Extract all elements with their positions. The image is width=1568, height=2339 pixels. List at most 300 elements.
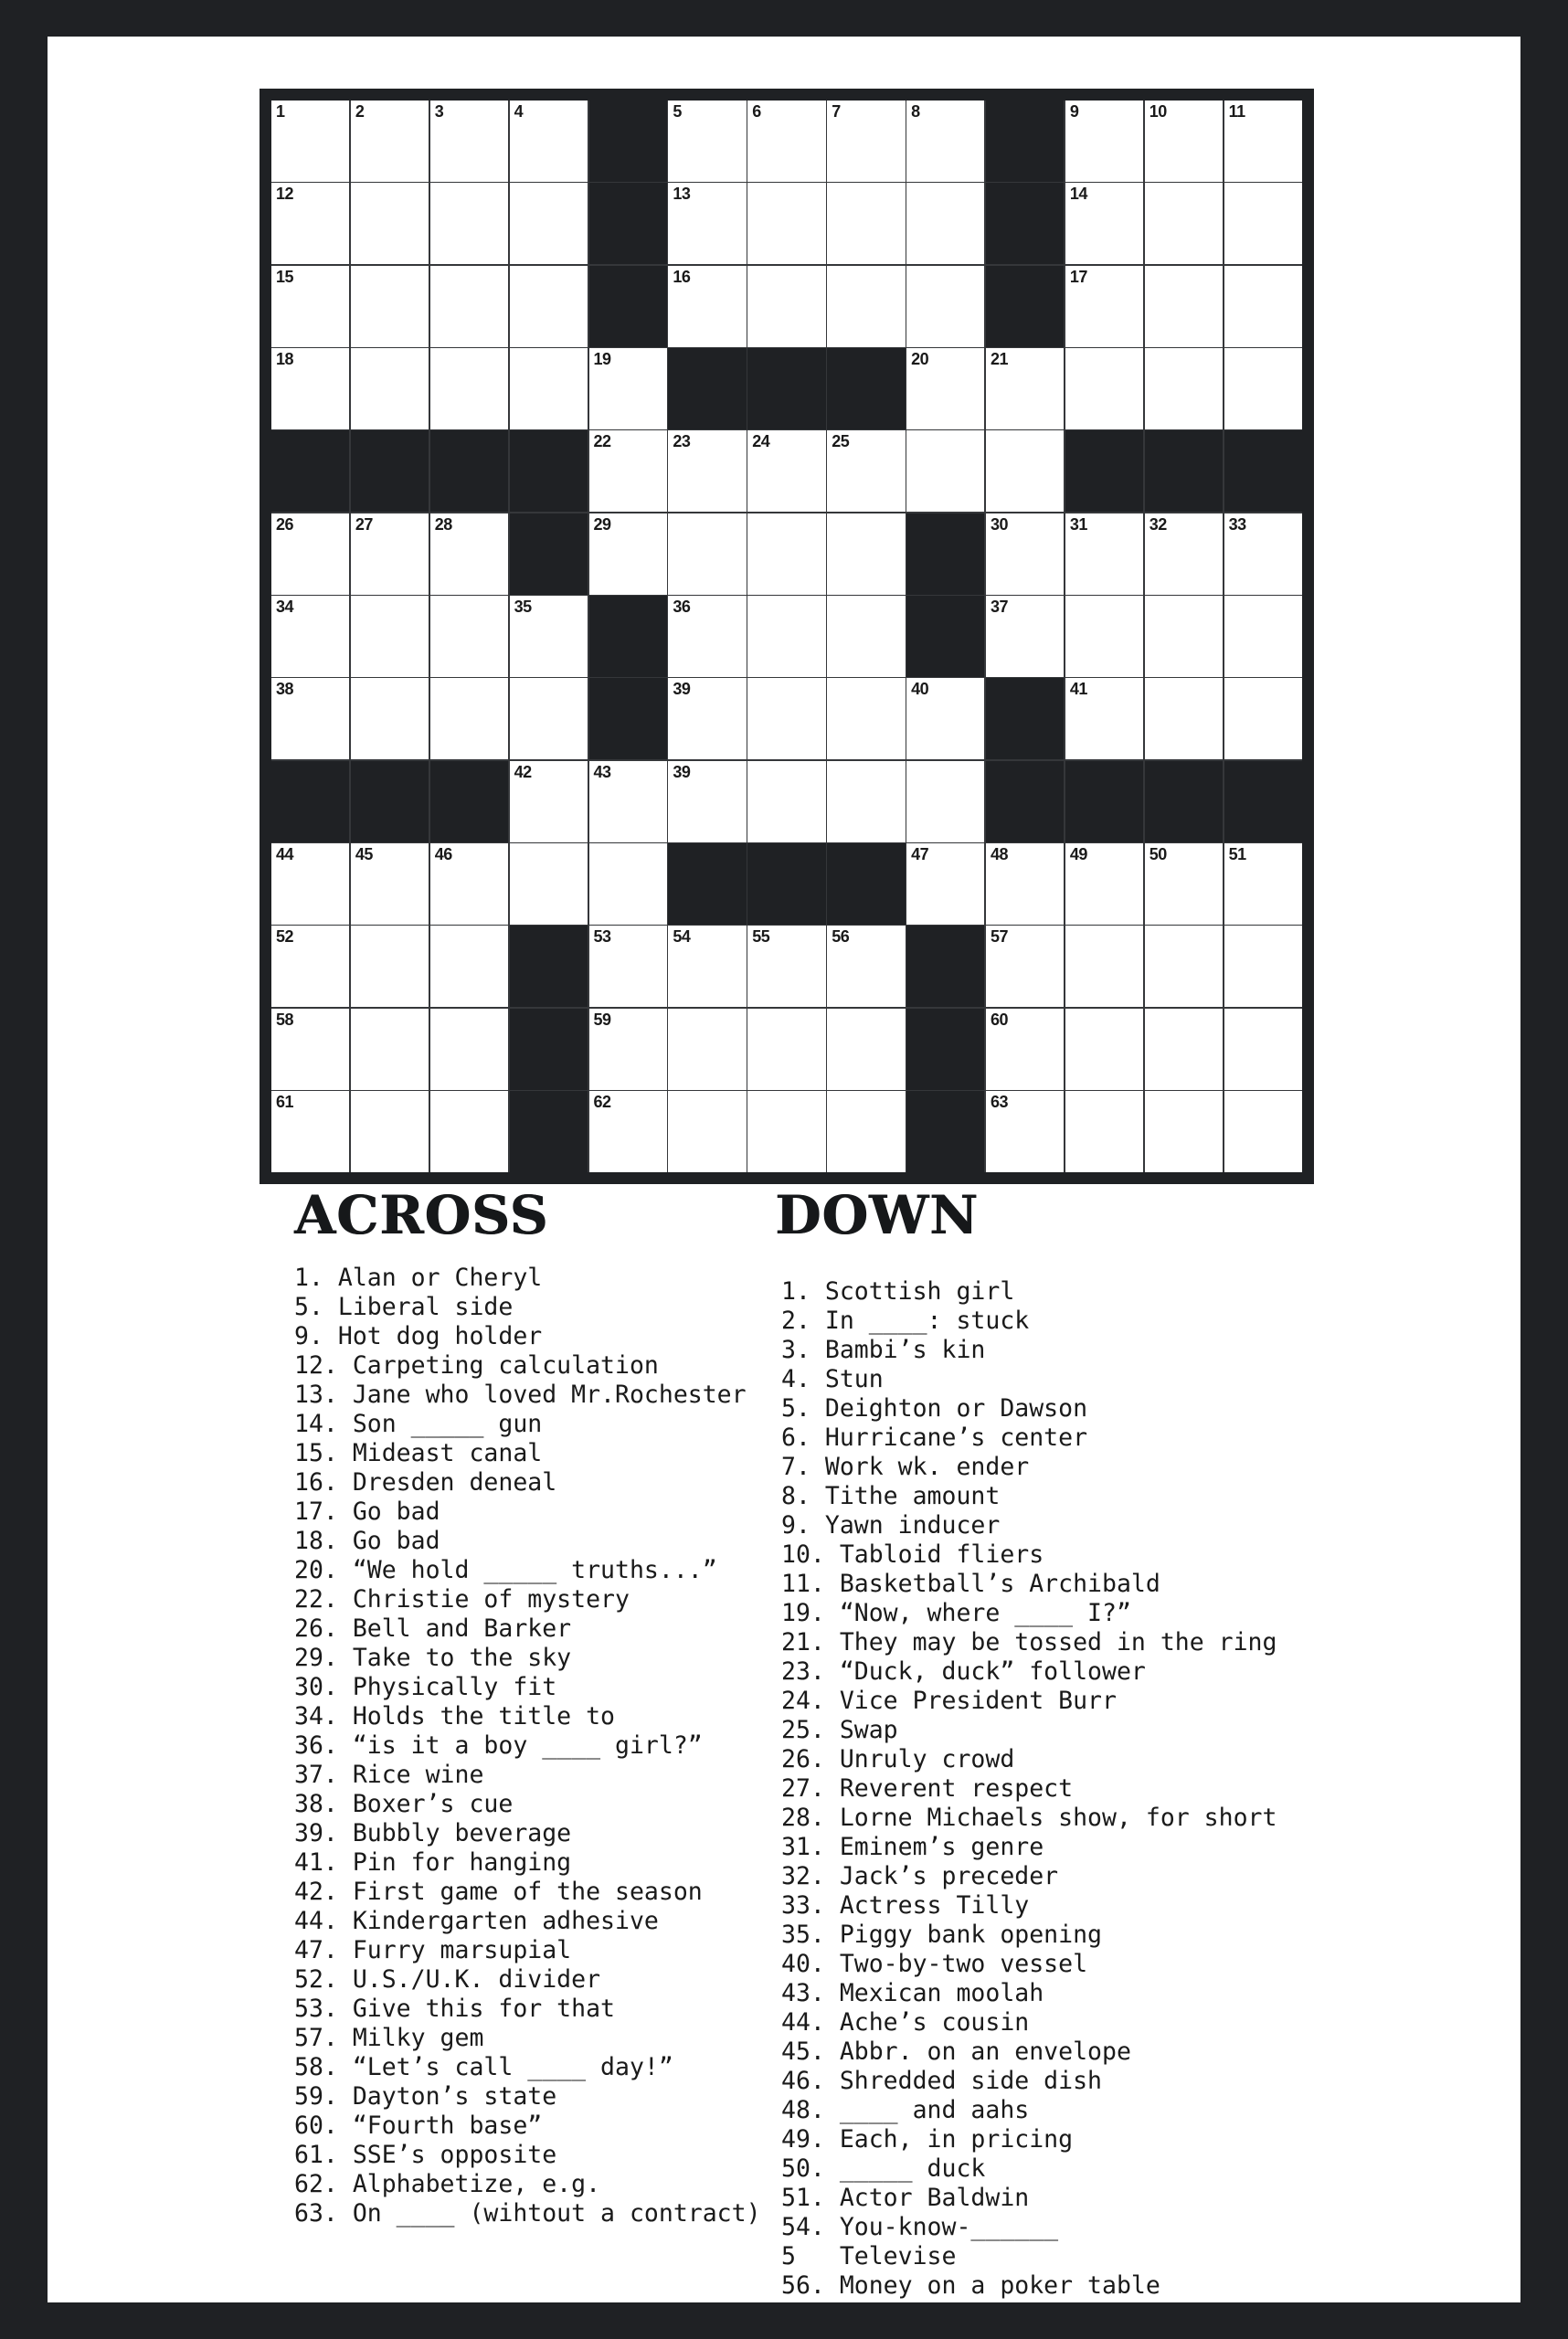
cell-number: 26 [276,514,294,534]
grid-cell[interactable] [589,926,667,1007]
cell-number: 11 [1228,102,1245,121]
clue-line: 26. Bell and Barker [294,1614,572,1643]
grid-cell[interactable] [986,926,1064,1007]
grid-cell[interactable] [1145,1009,1223,1090]
grid-cell-black [668,843,746,925]
grid-cell[interactable] [271,678,349,759]
clue-line: 16. Dresden deneal [294,1468,557,1497]
clue-line: 8. Tithe amount [781,1482,1001,1510]
grid-cell[interactable] [668,761,746,842]
clue-line: 3. Bambi’s kin [781,1336,986,1364]
cell-number: 30 [990,514,1008,534]
cell-number: 58 [276,1010,294,1029]
grid-cell[interactable] [1065,843,1143,925]
grid-cell[interactable] [430,348,508,429]
grid-cell[interactable] [668,678,746,759]
grid-cell-black [589,183,667,264]
grid-cell[interactable] [351,596,429,677]
grid-cell[interactable] [1224,926,1302,1007]
grid-cell[interactable] [1065,678,1143,759]
grid-cell[interactable] [668,1091,746,1172]
grid-cell[interactable] [1145,348,1223,429]
clue-line: 6. Hurricane’s center [781,1424,1088,1452]
clue-line: 14. Son _____ gun [294,1410,543,1438]
cell-number: 19 [593,350,611,369]
grid-cell[interactable] [906,266,984,347]
grid-cell[interactable] [906,761,984,842]
grid-cell[interactable] [827,266,905,347]
cell-number: 59 [593,1010,611,1029]
cell-number: 42 [514,762,532,781]
grid-cell[interactable] [986,513,1064,595]
grid-cell[interactable] [430,843,508,925]
grid-cell[interactable] [668,926,746,1007]
grid-cell[interactable] [1224,183,1302,264]
cell-number: 37 [990,598,1008,617]
cell-number: 47 [911,845,929,864]
grid-cell[interactable] [986,843,1064,925]
grid-cell[interactable] [827,430,905,512]
grid-cell[interactable] [1145,1091,1223,1172]
cell-number: 15 [276,267,294,286]
grid-cell[interactable] [668,596,746,677]
grid-cell[interactable] [351,1091,429,1172]
grid-cell[interactable] [589,430,667,512]
grid-cell[interactable] [747,430,825,512]
grid-cell[interactable] [271,596,349,677]
cell-number: 55 [752,927,770,947]
grid-cell[interactable] [747,101,825,182]
clue-line: 40. Two-by-two vessel [781,1950,1088,1978]
grid-cell-black [589,596,667,677]
grid-cell[interactable] [747,926,825,1007]
cell-number: 1 [276,102,285,121]
cell-number: 41 [1069,680,1087,699]
grid-cell[interactable] [827,1009,905,1090]
grid-cell[interactable] [906,678,984,759]
cell-number: 20 [911,350,929,369]
clue-line: 35. Piggy bank opening [781,1921,1102,1949]
grid-cell[interactable] [986,1091,1064,1172]
grid-cell[interactable] [430,678,508,759]
cell-number: 50 [1149,845,1167,864]
grid-cell[interactable] [510,183,588,264]
grid-cell[interactable] [827,1091,905,1172]
grid-cell-black [986,183,1064,264]
cell-number: 3 [434,102,444,121]
grid-cell[interactable] [589,1009,667,1090]
grid-cell[interactable] [1224,678,1302,759]
grid-cell-black [906,926,984,1007]
clue-line: 28. Lorne Michaels show, for short [781,1804,1277,1832]
clue-line: 1. Alan or Cheryl [294,1264,543,1292]
grid-cell[interactable] [351,926,429,1007]
cell-number: 39 [673,762,691,781]
cell-number: 49 [1069,845,1087,864]
clue-line: 61. SSE’s opposite [294,2141,557,2169]
grid-cell-black [510,926,588,1007]
grid-cell[interactable] [351,266,429,347]
grid-cell[interactable] [986,1009,1064,1090]
down-heading: DOWN [775,1184,979,1246]
cell-number: 43 [593,762,611,781]
grid-cell[interactable] [510,761,588,842]
grid-cell[interactable] [510,348,588,429]
cell-number: 5 [673,102,682,121]
clue-line: 1. Scottish girl [781,1277,1015,1306]
down-clue-list [781,1277,1277,2301]
cell-number: 33 [1228,514,1246,534]
clue-line: 15. Mideast canal [294,1439,543,1467]
grid-cell[interactable] [827,678,905,759]
grid-cell[interactable] [430,183,508,264]
grid-cell[interactable] [906,843,984,925]
cell-number: 22 [593,432,611,451]
grid-cell[interactable] [430,596,508,677]
cell-number: 40 [911,680,929,699]
clue-line: 7. Work wk. ender [781,1453,1030,1481]
grid-cell[interactable] [351,348,429,429]
clue-line: 49. Each, in pricing [781,2125,1074,2154]
grid-cell[interactable] [747,266,825,347]
clue-line: 22. Christie of mystery [294,1585,630,1614]
grid-cell[interactable] [747,1009,825,1090]
clue-line: 5. Liberal side [294,1293,514,1321]
cell-number: 23 [673,432,691,451]
grid-cell[interactable] [1145,596,1223,677]
cell-number: 46 [434,845,452,864]
grid-cell[interactable] [589,1091,667,1172]
cell-number: 56 [832,927,850,947]
cell-number: 31 [1069,514,1087,534]
clue-line: 23. “Duck, duck” follower [781,1657,1146,1686]
cell-number: 9 [1069,102,1079,121]
clue-line: 2. In ____: stuck [781,1307,1030,1335]
clue-line: 46. Shredded side dish [781,2067,1102,2095]
grid-cell[interactable] [1224,843,1302,925]
grid-cell-black [271,430,349,512]
cell-number: 8 [911,102,920,121]
clue-line: 4. Stun [781,1365,884,1393]
grid-cell[interactable] [1145,678,1223,759]
cell-number: 36 [673,598,691,617]
grid-cell-black [747,843,825,925]
grid-cell-black [668,348,746,429]
grid-cell-black [1065,430,1143,512]
grid-cell[interactable] [1145,183,1223,264]
grid-cell[interactable] [589,513,667,595]
cell-number: 25 [832,432,850,451]
grid-cell[interactable] [827,101,905,182]
grid-cell[interactable] [430,266,508,347]
cell-number: 27 [355,514,373,534]
cell-number: 14 [1069,185,1087,204]
grid-cell[interactable] [430,513,508,595]
grid-cell[interactable] [1224,1091,1302,1172]
grid-cell[interactable] [668,513,746,595]
clue-line: 43. Mexican moolah [781,1979,1044,2007]
grid-cell-black [351,761,429,842]
grid-cell[interactable] [1224,348,1302,429]
grid-cell-black [986,266,1064,347]
grid-cell[interactable] [430,1009,508,1090]
clue-line: 52. U.S./U.K. divider [294,1965,601,1994]
grid-cell-black [1224,430,1302,512]
clue-line: 9. Yawn inducer [781,1511,1001,1540]
clue-line: 20. “We hold _____ truths...” [294,1556,717,1584]
clue-line: 18. Go bad [294,1527,440,1555]
clue-line: 33. Actress Tilly [781,1891,1030,1920]
clue-line: 34. Holds the title to [294,1702,615,1730]
cell-number: 52 [276,927,294,947]
grid-cell-black [430,761,508,842]
grid-cell[interactable] [510,266,588,347]
grid-cell-black [986,761,1064,842]
grid-cell[interactable] [351,101,429,182]
grid-cell[interactable] [827,596,905,677]
cell-number: 62 [593,1093,611,1112]
clue-line: 59. Dayton’s state [294,2082,557,2111]
grid-cell[interactable] [351,843,429,925]
cell-number: 21 [990,350,1008,369]
cell-number: 60 [990,1010,1008,1029]
cell-number: 57 [990,927,1008,947]
cell-number: 29 [593,514,611,534]
grid-cell-black [1224,761,1302,842]
across-heading: ACROSS [294,1184,549,1246]
grid-cells [271,101,1302,1172]
cell-number: 13 [673,185,691,204]
grid-cell[interactable] [510,678,588,759]
grid-cell[interactable] [1065,1091,1143,1172]
grid-cell[interactable] [1224,513,1302,595]
cell-number: 54 [673,927,691,947]
grid-cell[interactable] [906,183,984,264]
grid-cell-black [906,1091,984,1172]
clue-line: 9. Hot dog holder [294,1322,543,1350]
cell-number: 28 [434,514,452,534]
grid-cell[interactable] [1065,1009,1143,1090]
clue-line: 42. First game of the season [294,1878,703,1906]
grid-cell[interactable] [271,1091,349,1172]
grid-cell[interactable] [1145,101,1223,182]
grid-cell-black [271,761,349,842]
clue-line: 13. Jane who loved Mr.Rochester [294,1381,747,1409]
clue-line: 10. Tabloid fliers [781,1540,1044,1569]
cell-number: 32 [1149,514,1167,534]
clue-line: 58. “Let’s call ____ day!” [294,2053,673,2081]
grid-cell[interactable] [271,926,349,1007]
grid-cell-black [986,678,1064,759]
clue-line: 5. Deighton or Dawson [781,1394,1088,1423]
grid-cell[interactable] [1145,513,1223,595]
grid-cell-black [589,266,667,347]
grid-cell-black [510,1009,588,1090]
cell-number: 34 [276,598,294,617]
cell-number: 16 [673,267,691,286]
cell-number: 2 [355,102,365,121]
grid-cell-black [906,596,984,677]
cell-number: 10 [1149,102,1167,121]
grid-cell[interactable] [1224,1009,1302,1090]
clue-line: 19. “Now, where ____ I?” [781,1599,1131,1627]
grid-cell[interactable] [1145,266,1223,347]
cell-number: 61 [276,1093,294,1112]
clue-line: 57. Milky gem [294,2024,484,2052]
grid-cell[interactable] [351,1009,429,1090]
cell-number: 24 [752,432,770,451]
grid-cell[interactable] [510,596,588,677]
grid-cell[interactable] [668,430,746,512]
grid-cell[interactable] [986,348,1064,429]
grid-cell[interactable] [827,761,905,842]
grid-cell[interactable] [747,183,825,264]
grid-cell[interactable] [906,101,984,182]
cell-number: 6 [752,102,761,121]
clue-line: 36. “is it a boy ____ girl?” [294,1731,703,1760]
grid-cell[interactable] [271,348,349,429]
clue-line: 54. You-know-______ [781,2213,1059,2241]
grid-cell[interactable] [668,1009,746,1090]
grid-cell[interactable] [351,678,429,759]
clue-line: 5 Televise [781,2242,957,2270]
grid-cell[interactable] [1145,843,1223,925]
grid-cell[interactable] [271,101,349,182]
clue-line: 25. Swap [781,1716,898,1744]
grid-cell-black [1145,761,1223,842]
cell-number: 4 [514,102,524,121]
grid-cell-black [906,1009,984,1090]
grid-cell[interactable] [747,596,825,677]
grid-cell[interactable] [271,183,349,264]
grid-cell[interactable] [1065,266,1143,347]
grid-cell[interactable] [747,761,825,842]
grid-cell[interactable] [430,926,508,1007]
grid-cell[interactable] [271,513,349,595]
grid-cell[interactable] [510,843,588,925]
grid-cell[interactable] [271,843,349,925]
grid-cell-black [747,348,825,429]
clue-line: 53. Give this for that [294,1995,615,2023]
cell-number: 7 [832,102,841,121]
grid-cell[interactable] [589,843,667,925]
grid-cell-black [351,430,429,512]
cell-number: 38 [276,680,294,699]
clue-line: 12. Carpeting calculation [294,1351,659,1380]
clue-line: 48. ____ and aahs [781,2096,1030,2124]
clue-line: 50. _____ duck [781,2154,986,2183]
grid-cell[interactable] [1065,513,1143,595]
grid-cell[interactable] [1224,596,1302,677]
cell-number: 51 [1228,845,1246,864]
grid-cell[interactable] [827,183,905,264]
grid-cell[interactable] [1065,596,1143,677]
grid-cell-black [827,348,905,429]
grid-cell[interactable] [668,101,746,182]
clue-line: 32. Jack’s preceder [781,1862,1059,1890]
clue-line: 38. Boxer’s cue [294,1790,514,1818]
grid-cell[interactable] [986,596,1064,677]
grid-cell[interactable] [510,101,588,182]
grid-cell-black [906,513,984,595]
cell-number: 35 [514,598,532,617]
cell-number: 18 [276,350,294,369]
grid-cell-black [510,513,588,595]
grid-cell[interactable] [351,183,429,264]
grid-cell[interactable] [827,926,905,1007]
clue-line: 45. Abbr. on an envelope [781,2037,1131,2066]
grid-cell[interactable] [589,348,667,429]
crossword-grid [260,89,1314,1184]
clue-line: 37. Rice wine [294,1761,484,1789]
grid-cell[interactable] [747,678,825,759]
cell-number: 12 [276,185,294,204]
grid-cell[interactable] [986,430,1064,512]
grid-cell[interactable] [827,513,905,595]
clue-line: 39. Bubbly beverage [294,1819,572,1847]
grid-cell-black [827,843,905,925]
grid-cell[interactable] [747,513,825,595]
grid-cell[interactable] [1065,101,1143,182]
grid-cell-black [1145,430,1223,512]
grid-cell-black [589,101,667,182]
grid-cell[interactable] [589,761,667,842]
clue-line: 44. Kindergarten adhesive [294,1907,659,1935]
grid-cell[interactable] [668,266,746,347]
clue-line: 30. Physically fit [294,1673,557,1701]
grid-cell[interactable] [747,1091,825,1172]
clue-line: 27. Reverent respect [781,1774,1074,1803]
grid-cell[interactable] [1224,266,1302,347]
grid-cell[interactable] [906,348,984,429]
clue-line: 11. Basketball’s Archibald [781,1570,1160,1598]
grid-cell-black [986,101,1064,182]
cell-number: 63 [990,1093,1008,1112]
clue-line: 41. Pin for hanging [294,1848,572,1877]
grid-cell[interactable] [668,183,746,264]
grid-cell-black [589,678,667,759]
across-clue-list [294,1264,761,2228]
grid-cell-black [510,430,588,512]
grid-cell-black [430,430,508,512]
clue-line: 56. Money on a poker table [781,2271,1160,2300]
cell-number: 48 [990,845,1008,864]
grid-cell[interactable] [1224,101,1302,182]
cell-number: 45 [355,845,373,864]
grid-cell[interactable] [1145,926,1223,1007]
grid-cell[interactable] [271,1009,349,1090]
grid-cell[interactable] [430,1091,508,1172]
cell-number: 53 [593,927,611,947]
clue-line: 60. “Fourth base” [294,2111,543,2140]
grid-cell[interactable] [271,266,349,347]
grid-cell[interactable] [906,430,984,512]
grid-cell[interactable] [1065,183,1143,264]
clue-line: 51. Actor Baldwin [781,2184,1030,2212]
grid-cell[interactable] [430,101,508,182]
clue-line: 29. Take to the sky [294,1644,572,1672]
clue-line: 63. On ____ (wihtout a contract) [294,2199,761,2228]
grid-cell[interactable] [1065,348,1143,429]
clue-line: 44. Ache’s cousin [781,2008,1030,2037]
clue-line: 47. Furry marsupial [294,1936,572,1964]
grid-cell-black [510,1091,588,1172]
grid-cell[interactable] [351,513,429,595]
clue-line: 31. Eminem’s genre [781,1833,1044,1861]
clue-line: 17. Go bad [294,1498,440,1526]
clue-line: 21. They may be tossed in the ring [781,1628,1277,1656]
grid-cell[interactable] [1065,926,1143,1007]
